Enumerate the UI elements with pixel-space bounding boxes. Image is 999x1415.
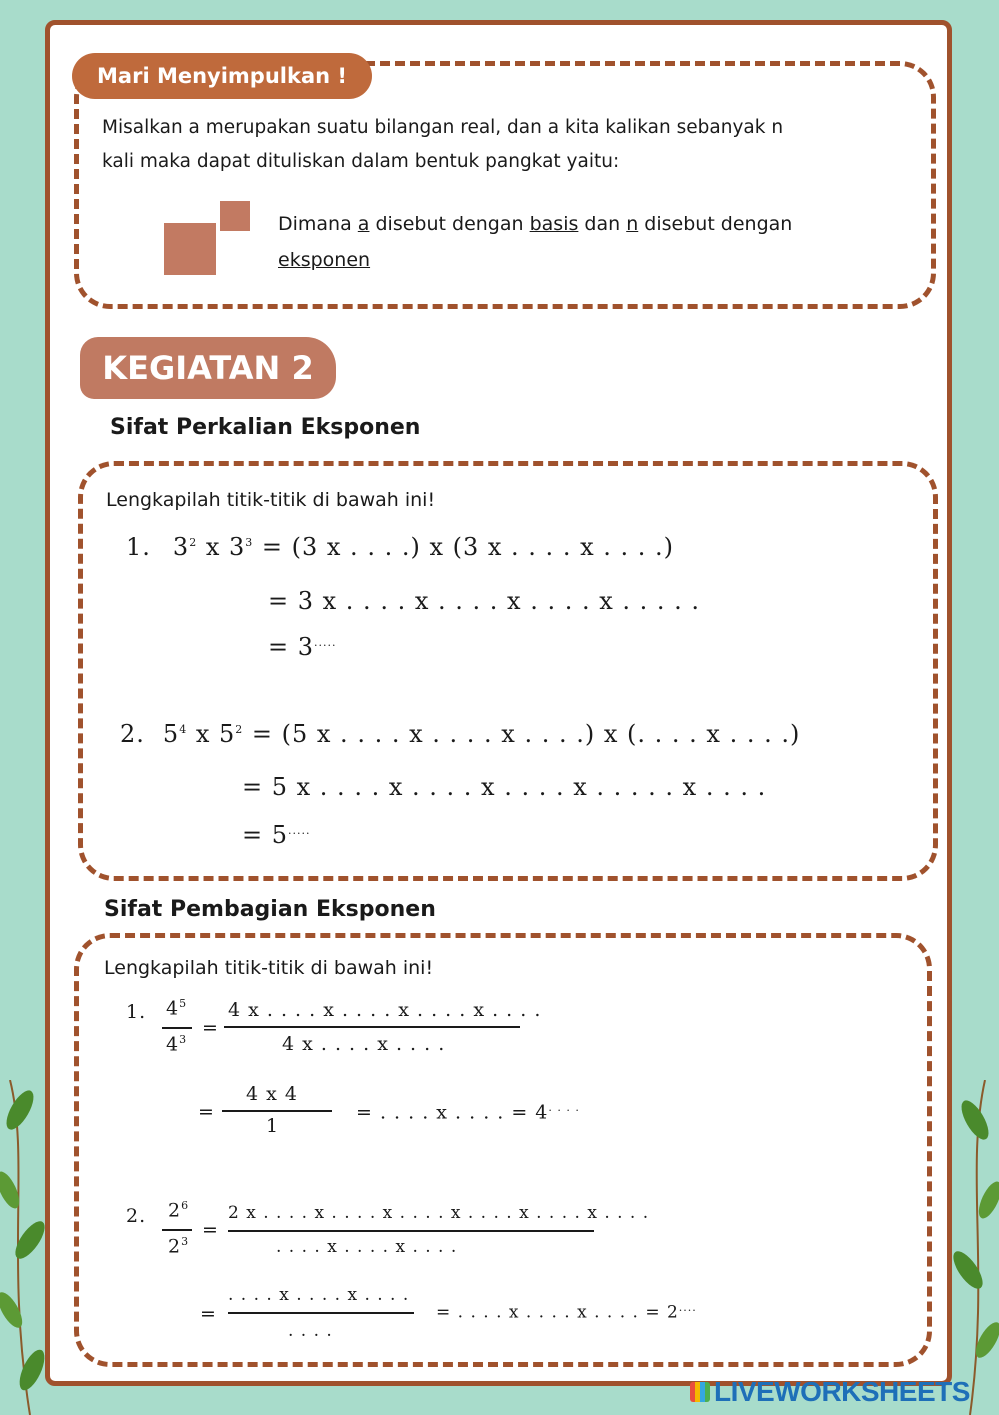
div-q2-simplified-bar	[228, 1312, 414, 1314]
mult-q2-expansion[interactable]: = (5 x . . . . x . . . . x . . . .) x (. . . . x . . . .)	[243, 720, 801, 748]
div-q2-result-exp[interactable]: ....	[678, 1301, 697, 1314]
definition-text-2: disebut dengan	[369, 213, 530, 235]
mult-q2-step2[interactable]: = 5 x . . . . x . . . . x . . . . x . . . . . x . . . .	[242, 773, 767, 801]
liveworksheets-text: LIVEWORKSHEETS	[714, 1376, 970, 1407]
mult-q2-base2: 5	[218, 720, 236, 748]
mult-q2-result-base: = 5	[242, 821, 289, 849]
division-heading: Sifat Pembagian Eksponen	[104, 897, 436, 922]
conclusion-badge	[72, 53, 372, 99]
conclusion-badge-text: Mari Menyimpulkan !	[97, 64, 347, 88]
worksheet-page	[45, 20, 952, 1386]
definition-basis-word: basis	[529, 213, 579, 235]
mult-q1-number: 1.	[126, 533, 151, 561]
mult-q1-base1: 3	[172, 533, 190, 561]
div-q1-simplified-numerator: 4 x 4	[246, 1083, 298, 1105]
div-q2-fraction-bar	[162, 1229, 192, 1231]
definition-text-1: Dimana	[278, 213, 358, 235]
conclusion-paragraph-line2: kali maka dapat dituliskan dalam bentuk pangkat yaitu:	[102, 151, 620, 172]
div-q1-fraction-bar	[162, 1027, 192, 1029]
conclusion-paragraph-line1: Misalkan a merupakan suatu bilangan real, dan a kita kalikan sebanyak n	[102, 117, 784, 138]
div-q1-numerator	[166, 997, 187, 1019]
mult-q2-exp2: 2	[235, 723, 244, 736]
div-q1-expanded-bar	[224, 1026, 520, 1028]
definition-exponent-var: n	[626, 213, 639, 235]
div-q1-num-exp: 5	[179, 997, 188, 1010]
definition-basis-var: a	[357, 213, 370, 235]
liveworksheets-watermark	[690, 1376, 970, 1408]
activity-banner	[80, 337, 336, 399]
definition-exponent-word: eksponen	[278, 249, 371, 271]
division-instruction: Lengkapilah titik-titik di bawah ini!	[104, 957, 434, 979]
mult-q1-step3	[268, 633, 337, 661]
div-q2-den-base: 2	[168, 1235, 182, 1258]
mult-q1-step2[interactable]: = 3 x . . . . x . . . . x . . . . x . . . . .	[268, 587, 701, 615]
mult-q2-line1	[120, 720, 800, 748]
div-q2-expanded-denominator[interactable]: . . . . x . . . . x . . . .	[276, 1237, 458, 1257]
definition-text-3: dan	[578, 213, 627, 235]
mult-q1-exp1: 2	[189, 536, 198, 549]
div-q2-expanded-bar	[228, 1230, 594, 1232]
exponent-formula-placeholder	[164, 223, 216, 275]
definition-line1	[278, 207, 792, 241]
div-q2-num-exp: 6	[181, 1199, 190, 1212]
div-q2-simplified-denominator[interactable]: . . . .	[288, 1321, 333, 1341]
activity-title: KEGIATAN 2	[102, 349, 314, 387]
div-q1-result	[356, 1101, 580, 1123]
mult-q1-result-exp[interactable]: .....	[314, 636, 337, 649]
div-q2-number: 2.	[126, 1205, 147, 1227]
leaf-branch-left-decoration	[0, 1080, 50, 1415]
div-q2-num-base: 2	[168, 1199, 182, 1222]
mult-q2-base1: 5	[162, 720, 180, 748]
exponent-superscript-placeholder	[220, 201, 250, 231]
div-q1-equals: =	[202, 1017, 219, 1039]
leaf-branch-right-decoration	[950, 1080, 999, 1415]
div-q2-equals2: =	[200, 1303, 217, 1325]
div-q1-expanded-numerator[interactable]: 4 x . . . . x . . . . x . . . . x . . . .	[228, 999, 542, 1021]
mult-q1-expansion[interactable]: = (3 x . . . .) x (3 x . . . . x . . . .)	[253, 533, 675, 561]
div-q1-expanded-denominator[interactable]: 4 x . . . . x . . . .	[282, 1033, 446, 1055]
div-q1-denominator	[166, 1033, 187, 1055]
div-q1-simplified-denominator: 1	[266, 1115, 280, 1137]
div-q2-result-expansion[interactable]: = . . . . x . . . . x . . . . = 2	[436, 1302, 679, 1323]
div-q2-den-exp: 3	[181, 1235, 190, 1248]
div-q1-simplified-bar	[222, 1110, 332, 1112]
liveworksheets-logo-icon	[690, 1382, 710, 1402]
mult-q1-base2: 3	[228, 533, 246, 561]
div-q1-equals2: =	[198, 1101, 215, 1123]
multiplication-instruction: Lengkapilah titik-titik di bawah ini!	[106, 489, 436, 511]
div-q2-denominator	[168, 1235, 189, 1257]
mult-q2-number: 2.	[120, 720, 145, 748]
mult-q1-result-base: = 3	[268, 633, 315, 661]
div-q2-equals: =	[202, 1219, 219, 1241]
div-q1-num-base: 4	[166, 997, 180, 1020]
div-q2-result	[436, 1301, 697, 1323]
mult-q2-result-exp[interactable]: .....	[288, 824, 311, 837]
multiplication-heading: Sifat Perkalian Eksponen	[110, 415, 421, 440]
mult-q1-exp2: 3	[245, 536, 254, 549]
definition-line2	[278, 243, 370, 277]
div-q2-expanded-numerator[interactable]: 2 x . . . . x . . . . x . . . . x . . . . x . . . . x . . . .	[228, 1203, 650, 1223]
mult-q2-step3	[242, 821, 311, 849]
mult-q2-exp1: 4	[179, 723, 188, 736]
div-q1-den-base: 4	[166, 1033, 180, 1056]
mult-q1-line1	[126, 533, 674, 561]
div-q1-result-expansion[interactable]: = . . . . x . . . . = 4	[356, 1101, 549, 1124]
mult-q2-op: x	[187, 720, 219, 748]
multiplication-box	[78, 461, 938, 881]
div-q1-number: 1.	[126, 1001, 147, 1023]
definition-text-4: disebut dengan	[638, 213, 793, 235]
mult-q1-op: x	[197, 533, 229, 561]
div-q2-simplified-numerator[interactable]: . . . . x . . . . x . . . .	[228, 1285, 410, 1305]
div-q2-numerator	[168, 1199, 189, 1221]
div-q1-den-exp: 3	[179, 1033, 188, 1046]
div-q1-result-exp[interactable]: . . . .	[548, 1101, 580, 1114]
